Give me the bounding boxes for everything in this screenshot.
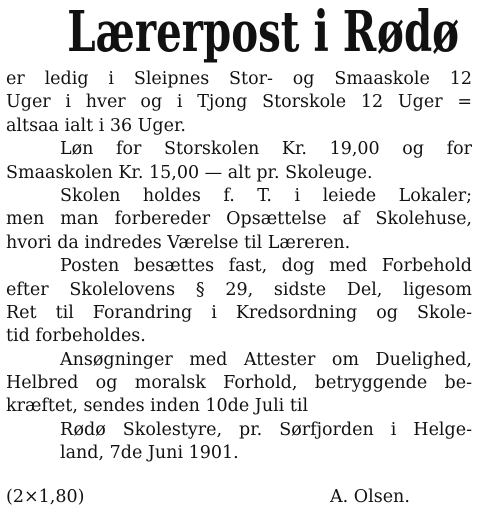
body-line: land, 7de Juni 1901. [60, 443, 239, 464]
advertisement-footer [6, 486, 472, 509]
body-line: hvori da indredes Værelse til Læreren. [6, 232, 351, 253]
body-line: Rødø Skolestyre, pr. Sørfjorden i Helge- [60, 419, 472, 440]
advertisement-body [6, 68, 472, 466]
body-line: efter Skolelovens § 29, sidste Del, ligesom [6, 279, 472, 300]
body-line: Løn for Storskolen Kr. 19,00 og for [60, 139, 472, 160]
body-line: Uger i hver og i Tjong Storskole 12 Uger = [6, 92, 472, 113]
price-reference: (2×1,80) [6, 487, 85, 507]
signature: A. Olsen. [330, 487, 410, 507]
body-line: men man forbereder Opsættelse af Skolehuse, [6, 209, 472, 230]
body-line: er ledig i Sleipnes Stor- og Smaaskole 12 [6, 69, 472, 89]
body-line: Smaaskolen Kr. 15,00 — alt pr. Skoleuge. [6, 162, 373, 183]
headline: Lærerpost i Rødø [67, 0, 460, 65]
body-line: tid forbeholdes. [6, 326, 146, 347]
body-line: Ansøgninger med Attester om Duelighed, [60, 349, 472, 370]
body-line: Posten besættes fast, dog med Forbehold [60, 256, 472, 277]
body-line: kræftet, sendes inden 10de Juli til [6, 396, 309, 417]
body-line: Ret til Forandring i Kredsordning og Skole- [6, 302, 472, 323]
body-line: Helbred og moralsk Forhold, betryggende be- [6, 373, 472, 394]
body-line: Skolen holdes f. T. i leiede Lokaler; [60, 185, 472, 206]
body-line: altsaa ialt i 36 Uger. [6, 115, 186, 136]
